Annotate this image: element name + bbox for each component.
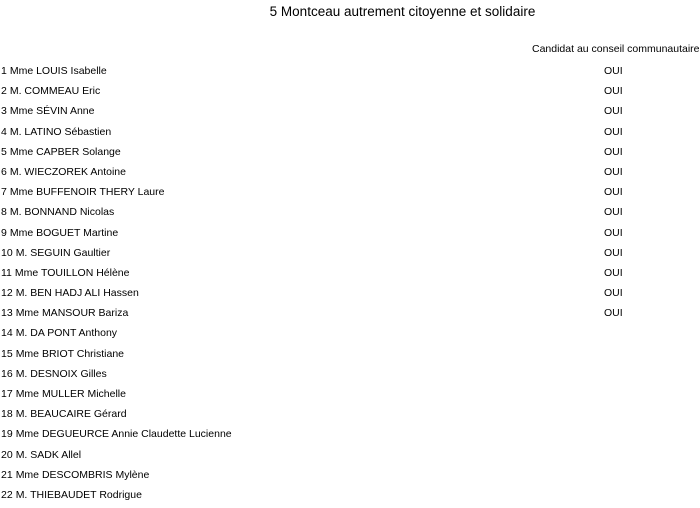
candidate-name: M. BEAUCAIRE Gérard bbox=[15, 408, 127, 421]
candidate-row bbox=[0, 367, 700, 387]
candidate-number: 5 bbox=[1, 145, 7, 158]
candidate-name: M. BONNAND Nicolas bbox=[9, 206, 115, 219]
candidate-name-cell bbox=[1, 226, 118, 240]
candidate-number: 19 bbox=[1, 428, 13, 441]
candidate-name: M. SADK Allel bbox=[15, 448, 82, 461]
candidate-name: M. SEGUIN Gaultier bbox=[15, 246, 111, 259]
candidate-row bbox=[0, 326, 700, 346]
candidate-row bbox=[0, 104, 700, 124]
candidate-number: 7 bbox=[1, 186, 7, 199]
candidate-name-cell bbox=[1, 427, 232, 441]
candidate-name: Mme BRIOT Christiane bbox=[15, 347, 125, 360]
candidate-name-cell bbox=[1, 448, 81, 462]
candidate-row bbox=[0, 64, 700, 84]
candidate-name-cell bbox=[1, 488, 142, 502]
candidate-name-cell bbox=[1, 185, 164, 199]
candidate-name: Mme CAPBER Solange bbox=[9, 145, 121, 158]
candidate-row bbox=[0, 306, 700, 326]
candidate-row bbox=[0, 286, 700, 306]
candidate-name-cell bbox=[1, 125, 111, 139]
candidate-communautaire-status: OUI bbox=[604, 206, 623, 219]
candidate-row bbox=[0, 387, 700, 407]
candidate-number: 18 bbox=[1, 408, 13, 421]
candidate-communautaire-status: OUI bbox=[604, 226, 623, 239]
candidate-communautaire-status: OUI bbox=[604, 65, 623, 77]
candidate-number: 16 bbox=[1, 367, 13, 380]
candidate-name-cell bbox=[1, 468, 149, 482]
candidate-name: Mme BOGUET Martine bbox=[9, 226, 119, 239]
column-header-communautaire: Candidat au conseil communautaire bbox=[532, 43, 700, 55]
candidate-row bbox=[0, 407, 700, 427]
candidate-communautaire-status: OUI bbox=[604, 186, 623, 199]
candidate-communautaire-status: OUI bbox=[604, 145, 623, 158]
candidate-name-cell bbox=[1, 286, 139, 300]
candidate-number: 17 bbox=[1, 388, 13, 400]
candidate-name: M. THIEBAUDET Rodrigue bbox=[15, 488, 142, 501]
candidate-number: 1 bbox=[1, 65, 7, 77]
candidate-name-cell bbox=[1, 266, 129, 280]
candidate-name-cell bbox=[1, 64, 107, 78]
candidate-name-cell bbox=[1, 246, 110, 260]
candidate-name: Mme MANSOUR Bariza bbox=[15, 307, 129, 320]
candidate-row bbox=[0, 145, 700, 165]
candidate-name: Mme DEGUEURCE Annie Claudette Lucienne bbox=[15, 428, 232, 441]
candidate-name: Mme SÉVIN Anne bbox=[9, 105, 95, 118]
candidate-row bbox=[0, 468, 700, 488]
candidate-row bbox=[0, 84, 700, 104]
candidate-row bbox=[0, 347, 700, 367]
candidate-row bbox=[0, 427, 700, 447]
candidate-name: Mme TOUILLON Hélène bbox=[14, 266, 130, 279]
candidate-name: M. BEN HADJ ALI Hassen bbox=[15, 287, 139, 300]
candidate-number: 21 bbox=[1, 468, 13, 481]
candidate-number: 13 bbox=[1, 307, 13, 320]
candidate-communautaire-status: OUI bbox=[604, 165, 623, 178]
candidate-communautaire-status: OUI bbox=[604, 307, 623, 320]
candidate-number: 20 bbox=[1, 448, 13, 461]
candidate-row bbox=[0, 246, 700, 266]
candidate-number: 12 bbox=[1, 287, 13, 300]
candidate-name-cell bbox=[1, 84, 100, 98]
candidate-number: 4 bbox=[1, 125, 7, 138]
candidate-number: 22 bbox=[1, 488, 13, 501]
candidate-name-cell bbox=[1, 387, 126, 401]
candidate-name: Mme LOUIS Isabelle bbox=[9, 65, 107, 77]
candidate-row bbox=[0, 165, 700, 185]
candidate-row bbox=[0, 205, 700, 225]
list-title: 5 Montceau autrement citoyenne et solidaire bbox=[269, 4, 536, 19]
candidate-name: M. WIECZOREK Antoine bbox=[9, 165, 126, 178]
candidate-name: Mme MULLER Michelle bbox=[15, 388, 126, 400]
candidate-name-cell bbox=[1, 306, 128, 320]
candidate-row bbox=[0, 226, 700, 246]
candidate-list bbox=[0, 64, 700, 508]
candidate-name-cell bbox=[1, 367, 107, 381]
candidate-row bbox=[0, 125, 700, 145]
candidate-communautaire-status: OUI bbox=[604, 246, 623, 259]
candidate-row bbox=[0, 266, 700, 286]
candidate-row bbox=[0, 448, 700, 468]
candidate-communautaire-status: OUI bbox=[604, 266, 623, 279]
candidate-number: 6 bbox=[1, 165, 7, 178]
candidate-name-cell bbox=[1, 165, 126, 179]
candidate-communautaire-status: OUI bbox=[604, 105, 623, 118]
candidate-number: 11 bbox=[1, 266, 12, 279]
candidate-name-cell bbox=[1, 347, 124, 361]
candidate-number: 9 bbox=[1, 226, 7, 239]
candidate-name: Mme BUFFENOIR THERY Laure bbox=[9, 186, 165, 199]
candidate-name: M. DA PONT Anthony bbox=[15, 327, 118, 340]
candidate-name-cell bbox=[1, 326, 117, 340]
candidate-name: Mme DESCOMBRIS Mylène bbox=[15, 468, 150, 481]
candidate-number: 15 bbox=[1, 347, 13, 360]
candidate-communautaire-status: OUI bbox=[604, 85, 623, 98]
candidate-name: M. COMMEAU Eric bbox=[9, 85, 101, 98]
candidate-name-cell bbox=[1, 205, 114, 219]
candidate-row bbox=[0, 185, 700, 205]
candidate-number: 8 bbox=[1, 206, 7, 219]
candidate-name-cell bbox=[1, 407, 127, 421]
candidate-communautaire-status: OUI bbox=[604, 125, 623, 138]
candidate-name: M. DESNOIX Gilles bbox=[15, 367, 107, 380]
candidate-number: 3 bbox=[1, 105, 7, 118]
candidate-number: 2 bbox=[1, 85, 7, 98]
candidate-name-cell bbox=[1, 104, 94, 118]
candidate-number: 10 bbox=[1, 246, 13, 259]
candidate-communautaire-status: OUI bbox=[604, 287, 623, 300]
candidate-name: M. LATINO Sébastien bbox=[9, 125, 112, 138]
candidate-name-cell bbox=[1, 145, 121, 159]
candidate-number: 14 bbox=[1, 327, 13, 340]
